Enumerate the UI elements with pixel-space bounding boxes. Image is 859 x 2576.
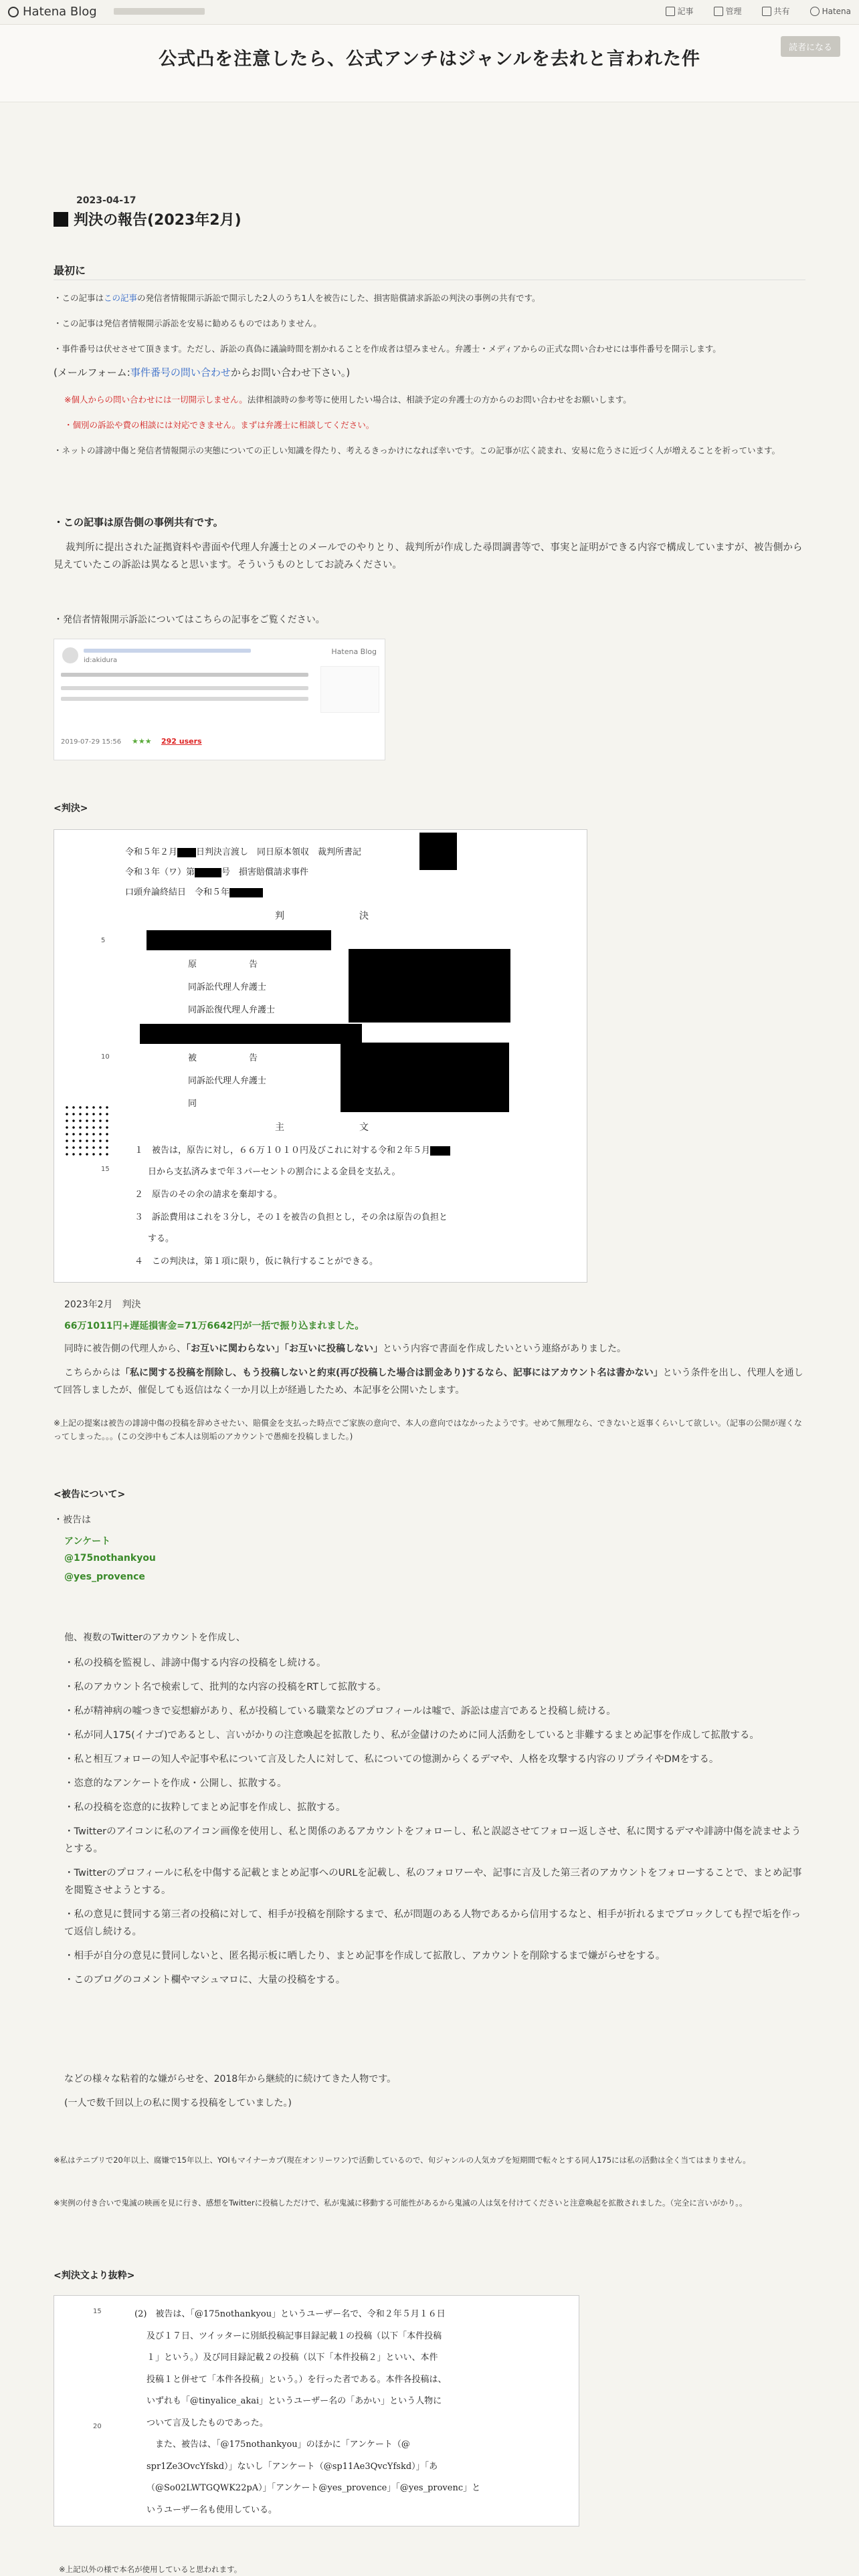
list-item: ・恣意的なアンケートを作成・公開し、拡散する。 xyxy=(64,1778,287,1789)
redaction xyxy=(177,848,196,857)
judgment-heading: <判決> xyxy=(54,803,88,814)
doc-i1: １ 被告は，原告に対し，６６万１０１０円及びこれに対する令和２年５月 xyxy=(134,1146,431,1156)
intro-p5b: 法律相談時の参考等に使用したい場合は、相談予定の弁護士の方からのお問い合わせをお願いします。 xyxy=(247,395,632,405)
line-number: 10 xyxy=(101,1053,110,1061)
list-item: ・このブログのコメント欄やマシュマロに、大量の投稿をする。 xyxy=(64,1975,346,1985)
doc-l2: 令和３年（ワ）第 xyxy=(125,867,195,877)
disclosure-intro: ・発信者情報開示訴訟についてはこちらの記事をご覧ください。 xyxy=(54,615,325,625)
card-headline-line xyxy=(61,673,308,677)
doc-main-title: 主 文 xyxy=(275,1122,369,1133)
list-item: ・私が同人175(イナゴ)であるとし、言いがかりの注意喚起を拡散したり、私が金儲けのために同人活動をしていると非難するまとめ記事を作成して拡散する。 xyxy=(64,1730,759,1741)
judgment-p2b: 「私に関する投稿を削除し、もう投稿しないと約束(再び投稿した場合は罰金あり)するなら、記事にはアカウント名は書かない」 xyxy=(120,1368,663,1378)
doc-i3b: する。 xyxy=(148,1234,175,1244)
subscribe-button[interactable]: 読者になる xyxy=(781,36,840,57)
top-bar xyxy=(0,0,859,25)
list-item: ・私のアカウント名で検索して、批判的な内容の投稿をRTして拡散する。 xyxy=(64,1682,387,1693)
defendant-intro: ・被告は xyxy=(54,1515,91,1525)
notice-body: 裁判所に提出された証拠資料や書面や代理人弁護士とのメールでのやりとり、裁判所が作成した尋問調書等で、事実と証明ができる内容で構成していますが、被告側から見えていたこの訴訟は異なると思います。そういうものとしてお読みください。 xyxy=(54,542,803,570)
logo-text: Hatena Blog xyxy=(23,5,97,19)
judgment-document-image xyxy=(54,829,587,1283)
excerpt-line: spr1Ze3OvcYfskd）」ないし「アンケート（@sp11Ae3QvcYfskd）」「あ xyxy=(147,2461,438,2472)
doc-defendant-lawyer2: 同 xyxy=(188,1099,197,1109)
doc-plaintiff-sublawyer: 同訴訟復代理人弁護士 xyxy=(188,1005,276,1015)
intro-p4a: (メールフォーム: xyxy=(54,366,130,379)
excerpt-line: いずれも「@tinyalice_akai」というユーザー名の「あかい」という人物に xyxy=(147,2396,442,2406)
defendant-account-3: @yes_provence xyxy=(64,1572,145,1582)
defendant-account-1: アンケート xyxy=(64,1536,111,1547)
list-item: ・私と相互フォローの知人や記事や私について言及した人に対して、私についての憶測からくるデマや、人格を攻撃する内容のリプライやDMをする。 xyxy=(64,1754,719,1765)
judgment-p2c: という条件を出し、代理人を通して回答しましたが、催促しても返信はなく一か月以上が経過したため、本記事を公開いたします。 xyxy=(54,1368,803,1396)
excerpt-line: ついて言及したものであった。 xyxy=(147,2418,268,2428)
doc-i4: ４ この判決は，第１項に限り，仮に執行することができる。 xyxy=(134,1257,379,1267)
defendant-lead: 他、複数のTwitterのアカウントを作成し、 xyxy=(64,1632,246,1643)
line-number: 15 xyxy=(93,2308,102,2315)
excerpt-line: (2) 被告は、「@175nothankyou」というユーザー名で、令和２年５月１６日 xyxy=(134,2309,446,2319)
doc-line xyxy=(134,1143,450,1156)
manage-icon xyxy=(714,7,723,16)
defendant-note-1: ※私はテニプリで20年以上、腐嫌で15年以上、YOIもマイナーカプ(現在オンリーワン)で活動しているので、旬ジャンルの人気カプを短期間で転々とする同人175には私の活動は全く当てはまりません。 xyxy=(54,2155,751,2165)
entry-title[interactable] xyxy=(54,209,242,229)
judgment-note: ※上記の提案は被告の誹謗中傷の投稿を辞めさせたい、賠償金を支払った時点でご家族の意向で、本人の意向ではなかったようです。せめて無理なら、できないと返事くらいして欲しい。（記事の公開が遅くなってしまった。。。(この交渉中もご本人は別垢のアカウントで愚痴を投稿しました。) xyxy=(54,1418,802,1441)
user-menu[interactable] xyxy=(810,5,851,17)
excerpt-line: （@So02LWTGQWK22pA）」「アンケート@yes_provence」「@yes_provenc」と xyxy=(147,2483,481,2493)
card-text-line xyxy=(61,686,308,690)
judgment-caption: 2023年2月 判決 xyxy=(64,1299,141,1310)
excerpt-text xyxy=(134,2304,569,2521)
doc-plaintiff-lawyer: 同訴訟代理人弁護士 xyxy=(188,982,267,992)
intro-p4 xyxy=(54,365,350,379)
redaction xyxy=(140,1024,362,1044)
intro-p4b: からお問い合わせ下さい。) xyxy=(230,366,351,379)
doc-title: 判 決 xyxy=(275,911,369,922)
redaction xyxy=(419,833,457,870)
contact-link[interactable]: 事件番号の問い合わせ xyxy=(130,366,231,379)
edit-icon xyxy=(666,7,675,16)
defendant-note-2: ※実例の付き合いで鬼滅の映画を見に行き、感想をTwitterに投稿しただけで、私が鬼滅に移動する可能性があるから鬼滅の人は気を付けてくださいと注意喚起を拡散されました。（完全に言いがかり。。 xyxy=(54,2198,747,2208)
card-thumbnail xyxy=(320,666,379,713)
doc-l2b: 号 損害賠償請求事件 xyxy=(221,867,309,877)
line-number: 5 xyxy=(101,937,106,944)
doc-defendant-lawyer: 同訴訟代理人弁護士 xyxy=(188,1076,267,1086)
doc-defendant: 被 告 xyxy=(188,1053,258,1063)
card-title-line xyxy=(84,649,251,653)
share-icon xyxy=(762,7,771,16)
excerpt-heading: <判決文より抜粋> xyxy=(54,2270,135,2281)
bookmark-users[interactable]: 292 users xyxy=(161,737,202,746)
list-item: ・私の投稿を監視し、誹謗中傷する内容の投稿をし続ける。 xyxy=(64,1658,326,1669)
hatena-logo-icon xyxy=(8,7,19,17)
doc-line xyxy=(125,845,361,857)
intro-p5 xyxy=(64,393,800,407)
redaction xyxy=(349,949,510,1023)
excerpt-document-image xyxy=(54,2295,579,2527)
list-item: ・私が精神病の嘘つきで妄想癖があり、私が投稿している職業などのプロフィールは嘘で、訴訟は虚言であると投稿し続ける。 xyxy=(64,1706,616,1717)
manage-button[interactable] xyxy=(714,5,742,17)
write-label: 記事 xyxy=(677,7,694,16)
defendant-outro-2: (一人で数千回以上の私に関する投稿をしていました。) xyxy=(64,2098,292,2109)
intro-heading: 最初に xyxy=(54,264,86,277)
excerpt-footer: ※上記以外の様で本名が使用していると思われます。 xyxy=(59,2565,242,2574)
redaction xyxy=(147,930,331,950)
card-source: Hatena Blog xyxy=(331,647,377,656)
card-author: id:akidura xyxy=(84,657,118,664)
intro-p7: ・ネットの誹謗中傷と発信者情報開示の実態についての正しい知識を得たり、考えるきっかけになれば幸いです。この記事が広く読まれ、安易に危うさに近づく人が増えることを祈っています。 xyxy=(54,445,781,455)
judgment-p2a: こちらからは xyxy=(64,1368,120,1378)
excerpt-line: また、被告は、「@175nothankyou」のほかに「アンケート（@ xyxy=(147,2440,410,2450)
intro-link[interactable]: この記事 xyxy=(104,293,138,303)
line-number: 20 xyxy=(93,2423,102,2430)
excerpt-line: いうユーザー名も使用している。 xyxy=(147,2504,278,2515)
redaction xyxy=(341,1043,509,1112)
excerpt-line: １」という。）及び同目録記載２の投稿（以下「本件投稿２」といい、本件 xyxy=(147,2353,438,2363)
list-item: ・Twitterのアイコンに私のアイコン画像を使用し、私と関係のあるアカウントをフォローし、私と誤認させてフォロー返しさせ、私に関するデマや誹謗中傷を読ませようとする。 xyxy=(64,1826,801,1854)
redaction xyxy=(195,868,221,877)
write-button[interactable] xyxy=(666,5,694,17)
share-label: 共有 xyxy=(773,7,790,16)
card-date: 2019-07-29 15:56 xyxy=(61,738,122,746)
user-icon xyxy=(810,7,820,16)
entry-date[interactable]: 2023-04-17 xyxy=(76,195,136,206)
doc-l3: 口頭弁論終結日 令和５年 xyxy=(125,887,230,897)
line-number: 15 xyxy=(101,1166,110,1173)
defendant-heading: <被告について> xyxy=(54,1489,126,1500)
defendant-list xyxy=(64,1654,805,1996)
judgment-amount: 66万1011円+遅延損害金=71万6642円が一括で振り込まれました。 xyxy=(64,1321,365,1331)
judgment-p1c: という内容で書面を作成したいという連絡がありました。 xyxy=(383,1344,626,1354)
notice-heading: ・この記事は原告側の事例共有です。 xyxy=(54,516,223,528)
judgment-p1a: 同時に被告側の代理人から、 xyxy=(64,1344,186,1354)
title-bullet-icon xyxy=(54,212,68,227)
manage-label: 管理 xyxy=(725,7,742,16)
share-button[interactable] xyxy=(762,5,790,17)
doc-l1b: 日判決言渡し 同日原本領収 裁判所書記 xyxy=(196,847,362,857)
card-text-line xyxy=(61,697,308,701)
star-icon: ★★★ xyxy=(132,737,152,746)
intro-p1 xyxy=(54,292,805,305)
intro-p2: ・この記事は発信者情報開示訴訟を安易に勧めるものではありません。 xyxy=(54,318,322,328)
seal-stamp xyxy=(64,1104,110,1158)
defendant-outro-1: などの様々な粘着的な嫌がらせを、2018年から継続的に続けてきた人物です。 xyxy=(64,2074,397,2084)
judgment-p1b: 「お互いに関わらない」「お互いに投稿しない」 xyxy=(186,1344,383,1354)
doc-line xyxy=(125,865,308,877)
author-avatar xyxy=(62,647,78,663)
excerpt-line: 投稿１と併せて「本件各投稿」という。）を行った者である。本件各投稿は、 xyxy=(147,2374,447,2385)
intro-p3: ・事件番号は伏せさせて頂きます。ただし、訴訟の真偽に議論時間を割かれることを作成者は望みません。弁護士・メディアからの正式な問い合わせには事件番号を開示します。 xyxy=(54,344,721,354)
blog-title[interactable]: 公式凸を注意したら、公式アンチはジャンルを去れと言われた件 xyxy=(159,49,700,70)
redaction xyxy=(229,888,263,897)
list-item: ・私の意見に賛同する第三者の投稿に対して、相手が投稿を削除するまで、私が問題のある人物であるから信用するなと、相手が折れるまでブロックしても捏で垢を作って返信し続ける。 xyxy=(64,1909,801,1937)
doc-i1b: 日から支払済みまで年３パーセントの割合による金員を支払え。 xyxy=(148,1167,401,1177)
intro-p1b: の発信者情報開示訴訟で開示した2人のうち1人を被告にした、損害賠償請求訴訟の判決の事例の共有です。 xyxy=(137,293,541,303)
intro-p5-red: ※個人からの問い合わせには一切開示しません。 xyxy=(64,395,248,405)
doc-l1: 令和５年２月 xyxy=(125,847,178,857)
judgment-p1 xyxy=(64,1341,805,1355)
judgment-p2 xyxy=(54,1364,805,1399)
doc-i3: ３ 訴訟費用はこれを３分し，その１を被告の負担とし，その余は原告の負担と xyxy=(134,1212,448,1222)
list-item: ・私の投稿を恣意的に抜粋してまとめ記事を作成し、拡散する。 xyxy=(64,1802,346,1813)
list-item: ・Twitterのプロフィールに私を中傷する記載とまとめ記事へのURLを記載し、私のフォロワーや、記事に言及した第三者のアカウントをフォローすることで、まとめ記事を閲覧させようとする。 xyxy=(64,1868,802,1896)
list-item: ・相手が自分の意見に賛同しないと、匿名掲示板に晒したり、まとめ記事を作成して拡散し、アカウントを削除するまで嫌がらせをする。 xyxy=(64,1951,666,1961)
user-label: Hatena xyxy=(822,6,851,16)
defendant-account-2: @175nothankyou xyxy=(64,1553,156,1564)
intro-p1a: ・この記事は xyxy=(54,293,104,303)
hatena-blog-logo[interactable] xyxy=(8,5,97,19)
excerpt-line: 及び１７日、ツイッターに別紙投稿記事目録記載１の投稿（以下「本件投稿 xyxy=(147,2331,442,2341)
doc-line xyxy=(125,885,263,897)
blog-selector[interactable] xyxy=(114,8,205,15)
doc-plaintiff: 原 告 xyxy=(188,960,258,970)
intro-p6: ・個別の訴訟や費の相談には対応できません。まずは弁護士に相談してください。 xyxy=(64,420,375,430)
entry-title-text: 判決の報告(2023年2月) xyxy=(74,212,242,229)
doc-i2: ２ 原告のその余の請求を棄却する。 xyxy=(134,1190,283,1200)
redaction xyxy=(430,1146,450,1156)
embedded-blog-card[interactable] xyxy=(54,639,385,760)
